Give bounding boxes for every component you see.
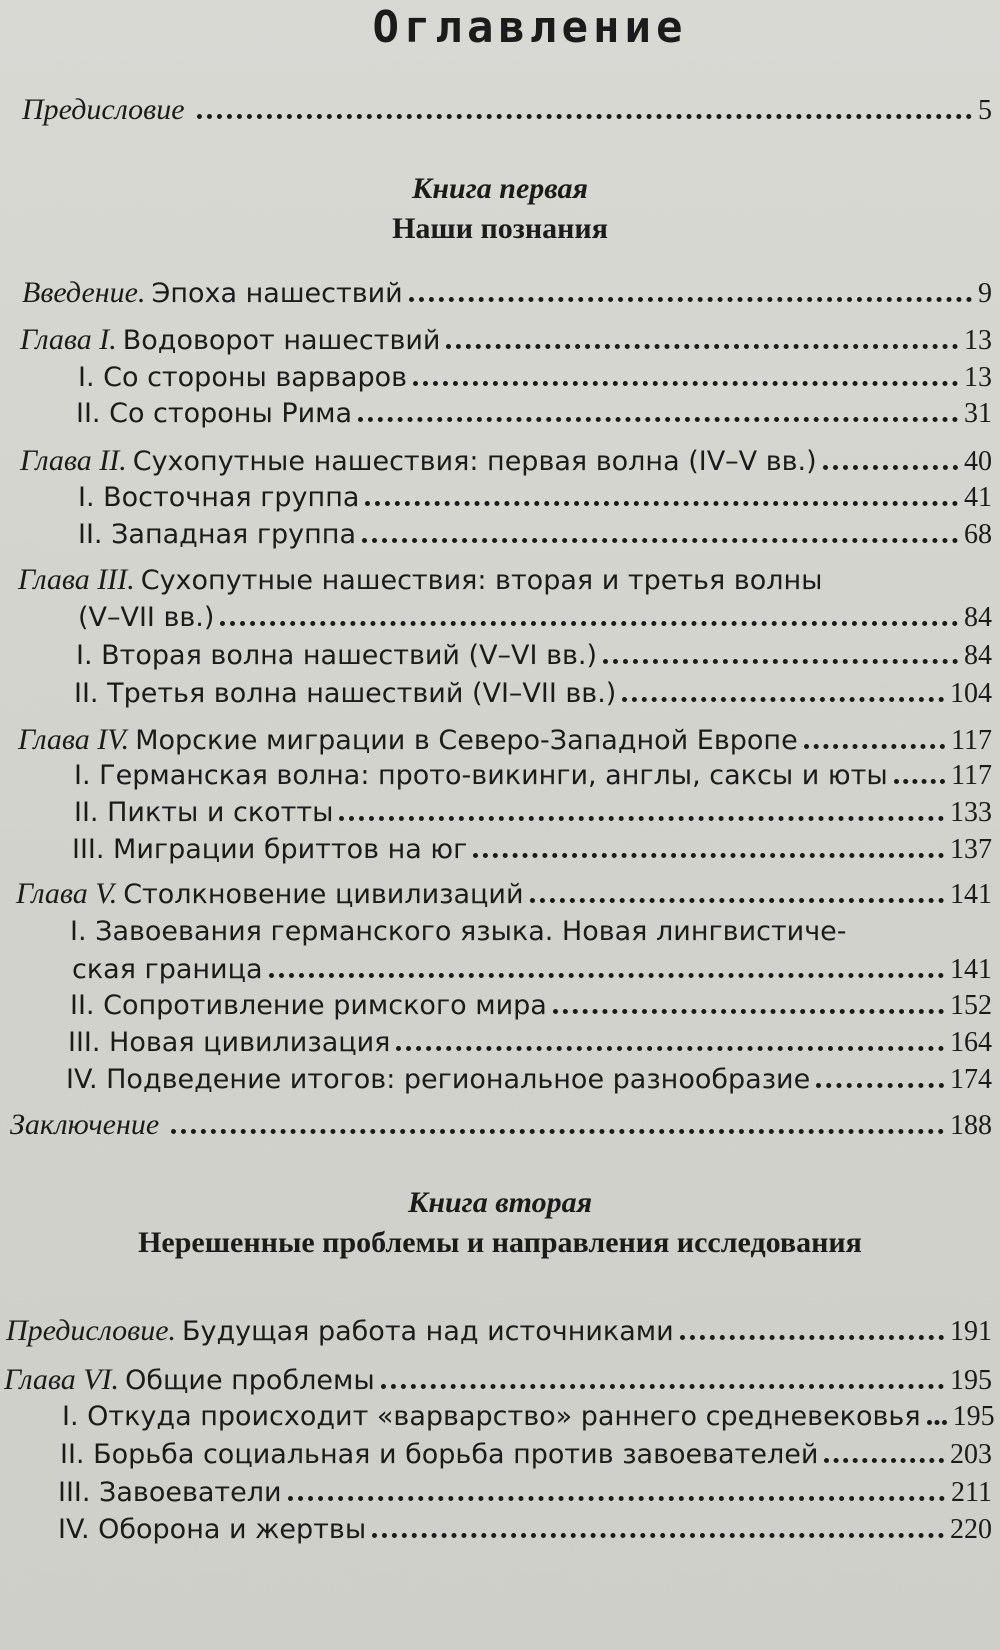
dot-leader bbox=[603, 659, 958, 664]
dot-leader bbox=[171, 1129, 944, 1134]
entry-text: III. Миграции бриттов на юг bbox=[72, 834, 468, 865]
entry-label: Предисловие. bbox=[6, 1314, 177, 1347]
entry-label: Глава V. bbox=[16, 877, 118, 910]
entry-text: Водоворот нашествий bbox=[122, 325, 441, 356]
dot-leader bbox=[823, 465, 958, 470]
dot-leader bbox=[197, 114, 972, 119]
entry-label: Введение. bbox=[22, 276, 146, 309]
toc-entry[interactable] bbox=[20, 443, 992, 480]
dot-leader bbox=[396, 1046, 944, 1051]
dot-leader bbox=[365, 501, 958, 506]
toc-entry[interactable] bbox=[22, 275, 992, 312]
page-number: 133 bbox=[950, 797, 992, 828]
page-number: 174 bbox=[950, 1064, 992, 1095]
toc-entry[interactable] bbox=[76, 638, 992, 674]
page-number: 195 bbox=[952, 1401, 995, 1432]
entry-text: (V–VII вв.) bbox=[78, 602, 215, 633]
toc-entry[interactable] bbox=[72, 952, 992, 988]
page-number: 84 bbox=[964, 640, 992, 671]
toc-title: Оглавление bbox=[372, 2, 688, 53]
page-number: 84 bbox=[964, 602, 992, 633]
dot-leader bbox=[622, 697, 944, 702]
dot-leader bbox=[530, 898, 944, 903]
entry-text: Морские миграции в Северо-Западной Европе bbox=[135, 725, 798, 756]
toc-entry[interactable] bbox=[4, 1362, 992, 1399]
dot-leader bbox=[288, 1496, 945, 1501]
entry-label: Предисловие bbox=[22, 93, 185, 126]
page-number: 137 bbox=[950, 834, 992, 865]
page-number: 68 bbox=[964, 519, 992, 550]
dot-leader bbox=[927, 1420, 947, 1425]
toc-entry[interactable] bbox=[18, 722, 992, 759]
book-two-title: Нерешенные проблемы и направления исследования bbox=[138, 1226, 862, 1259]
entry-text: II. Западная группа bbox=[78, 519, 356, 550]
book-one-title: Наши познания bbox=[392, 212, 608, 245]
entry-text: II. Сопротивление римского мира bbox=[70, 990, 547, 1021]
page-number: 203 bbox=[950, 1439, 992, 1470]
page-number: 195 bbox=[950, 1365, 992, 1396]
entry-label: Глава I. bbox=[20, 323, 117, 356]
page-number: 188 bbox=[950, 1110, 992, 1141]
page-number: 117 bbox=[951, 760, 992, 791]
entry-label: Глава IV. bbox=[18, 723, 130, 756]
toc-entry[interactable] bbox=[70, 988, 992, 1024]
entry-text: ская граница bbox=[72, 954, 263, 985]
entry-text: I. Откуда происходит «варварство» раннего средневековья bbox=[62, 1401, 921, 1432]
entry-text: Эпоха нашествий bbox=[151, 278, 403, 309]
page-number: 152 bbox=[950, 990, 992, 1021]
entry-label: Глава VI. bbox=[4, 1363, 120, 1396]
dot-leader bbox=[553, 1009, 944, 1014]
entry-text-line1 bbox=[70, 914, 847, 950]
page-number: 5 bbox=[978, 95, 992, 126]
entry-text: Будущая работа над источниками bbox=[182, 1316, 674, 1347]
toc-entry[interactable] bbox=[78, 517, 992, 553]
dot-leader bbox=[372, 1533, 944, 1538]
entry-text: II. Со стороны Рима bbox=[76, 398, 353, 429]
dot-leader bbox=[413, 381, 958, 386]
page-number: 220 bbox=[950, 1514, 992, 1545]
dot-leader bbox=[824, 1458, 944, 1463]
entry-text: IV. Оборона и жертвы bbox=[58, 1514, 367, 1545]
page-number: 211 bbox=[951, 1477, 992, 1508]
toc-entry[interactable] bbox=[10, 1107, 992, 1144]
entry-label: Глава III. bbox=[18, 563, 135, 596]
entry-text: Сухопутные нашествия: первая волна (IV–V вв.) bbox=[132, 446, 817, 477]
dot-leader bbox=[381, 1384, 944, 1389]
toc-entry-preface[interactable] bbox=[22, 92, 992, 129]
page-number: 104 bbox=[950, 678, 992, 709]
toc-entry[interactable] bbox=[74, 676, 992, 712]
toc-entry[interactable] bbox=[62, 1399, 995, 1435]
entry-text: I. Вторая волна нашествий (V–VI вв.) bbox=[76, 640, 598, 671]
toc-entry[interactable] bbox=[72, 832, 992, 868]
book-two-label: Книга вторая bbox=[407, 1186, 593, 1219]
page-number: 13 bbox=[964, 362, 992, 393]
toc-entry[interactable] bbox=[16, 876, 992, 913]
dot-leader bbox=[816, 1083, 944, 1088]
toc-entry[interactable] bbox=[74, 758, 992, 794]
book-one-label: Книга первая bbox=[412, 172, 588, 205]
toc-entry[interactable] bbox=[20, 322, 992, 359]
entry-text: Столкновение цивилизаций bbox=[123, 879, 524, 910]
entry-text: Сухопутные нашествия: вторая и третья волны bbox=[140, 565, 823, 596]
toc-entry[interactable] bbox=[78, 480, 992, 516]
toc-entry[interactable] bbox=[76, 396, 992, 432]
dot-leader bbox=[409, 297, 972, 302]
dot-leader bbox=[269, 973, 944, 978]
page-number: 41 bbox=[964, 482, 992, 513]
entry-text: II. Пикты и скотты bbox=[74, 797, 334, 828]
page-number: 141 bbox=[950, 954, 992, 985]
toc-entry[interactable] bbox=[78, 600, 992, 636]
page-number: 40 bbox=[964, 446, 992, 477]
entry-text: I. Восточная группа bbox=[78, 482, 360, 513]
entry-text: IV. Подведение итогов: региональное разнообразие bbox=[66, 1064, 811, 1095]
toc-entry[interactable] bbox=[68, 1025, 992, 1061]
entry-text: I. Завоевания германского языка. Новая лингвистиче- bbox=[70, 916, 847, 947]
entry-text: II. Третья волна нашествий (VI–VII вв.) bbox=[74, 678, 617, 709]
dot-leader bbox=[358, 417, 958, 422]
page-number: 13 bbox=[964, 325, 992, 356]
entry-label: Заключение bbox=[10, 1108, 160, 1141]
dot-leader bbox=[220, 621, 958, 626]
page-number: 141 bbox=[950, 879, 992, 910]
entry-text: III. Завоеватели bbox=[58, 1477, 282, 1508]
page-number: 191 bbox=[950, 1316, 992, 1347]
entry-text-line1 bbox=[18, 562, 822, 599]
entry-text: II. Борьба социальная и борьба против завоевателей bbox=[60, 1439, 819, 1470]
page-number: 9 bbox=[978, 278, 992, 309]
entry-text: I. Германская волна: прото-викинги, англы, саксы и юты bbox=[74, 760, 888, 791]
entry-label: Глава II. bbox=[20, 444, 127, 477]
toc-entry[interactable] bbox=[60, 1437, 992, 1473]
toc-entry[interactable] bbox=[78, 360, 992, 396]
page-number: 31 bbox=[964, 398, 992, 429]
page-number: 164 bbox=[950, 1027, 992, 1058]
entry-text: Общие проблемы bbox=[125, 1365, 375, 1396]
toc-entry[interactable] bbox=[58, 1512, 992, 1548]
toc-entry[interactable] bbox=[6, 1313, 992, 1350]
dot-leader bbox=[362, 538, 958, 543]
dot-leader bbox=[473, 853, 944, 858]
dot-leader bbox=[804, 744, 945, 749]
dot-leader bbox=[339, 816, 944, 821]
page-number: 117 bbox=[951, 725, 992, 756]
toc-entry[interactable] bbox=[58, 1475, 992, 1511]
dot-leader bbox=[446, 344, 958, 349]
dot-leader bbox=[680, 1335, 944, 1340]
toc-entry[interactable] bbox=[66, 1062, 992, 1098]
dot-leader bbox=[894, 779, 945, 784]
toc-entry[interactable] bbox=[74, 795, 992, 831]
entry-text: III. Новая цивилизация bbox=[68, 1027, 391, 1058]
entry-text: I. Со стороны варваров bbox=[78, 362, 408, 393]
